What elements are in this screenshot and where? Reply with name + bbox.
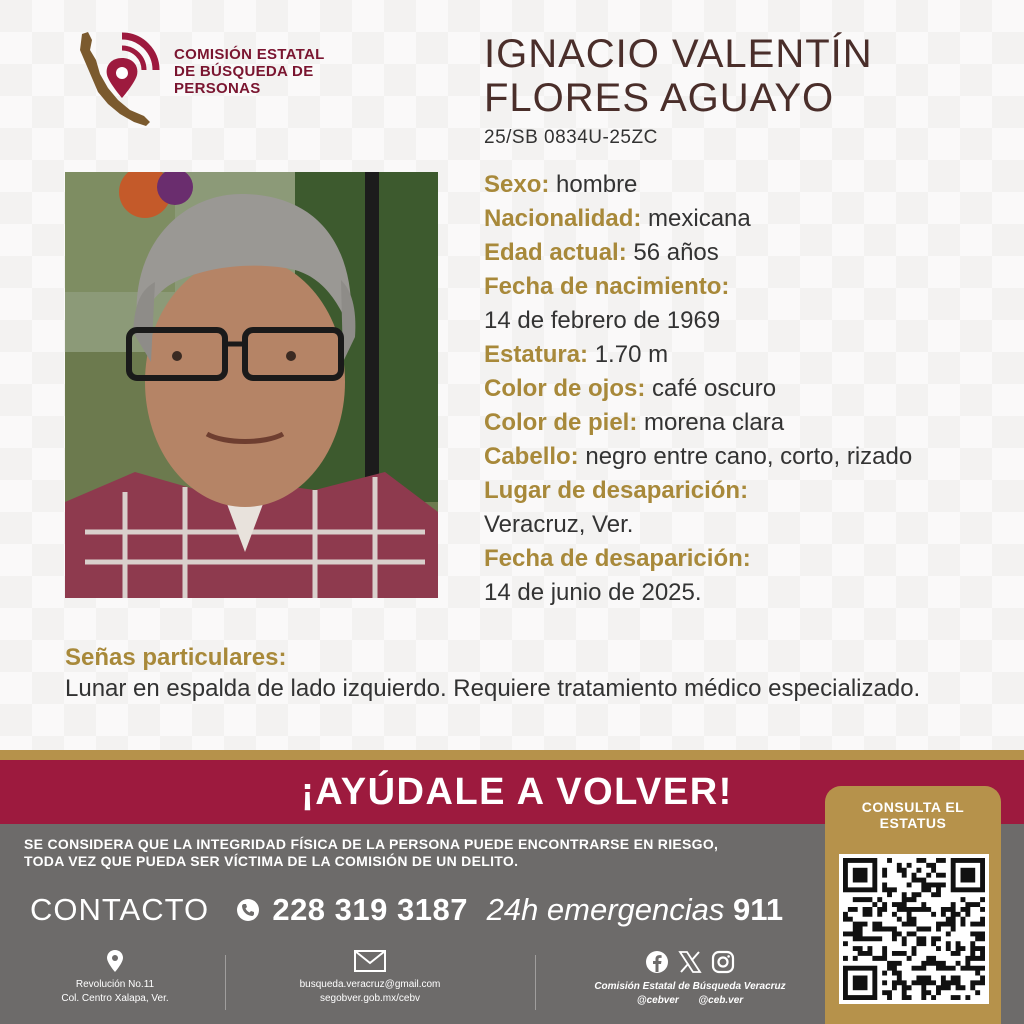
phone-number[interactable]: 228 319 3187 — [272, 892, 468, 927]
detail-value: negro entre cano, corto, rizado — [585, 443, 913, 470]
detail-piel — [484, 406, 1004, 440]
detail-value: Veracruz, Ver. — [484, 511, 634, 538]
detail-nacimiento-label — [484, 270, 1004, 304]
social-handles — [560, 994, 820, 1008]
emergency-label: 24h emergencias — [486, 892, 725, 927]
mail-icon — [354, 950, 386, 972]
detail-value: mexicana — [648, 205, 751, 232]
address-line-1: Revolución No.11 — [75, 979, 155, 990]
veracruz-map-pin-logo-icon — [74, 30, 169, 128]
detail-label: Edad actual: — [484, 239, 627, 266]
senas-label: Señas particulares: — [65, 644, 287, 671]
detail-label: Color de piel: — [484, 409, 638, 436]
social-column — [560, 950, 820, 1008]
senas-text: Lunar en espalda de lado izquierdo. Requiere tratamiento médico especializado. — [65, 675, 921, 702]
social-handle-instagram[interactable]: @ceb.ver — [698, 995, 744, 1006]
detail-label: Nacionalidad: — [484, 205, 642, 232]
website[interactable]: segobver.gob.mx/cebv — [319, 993, 421, 1004]
contact-label: CONTACTO — [30, 892, 210, 927]
detail-label: Lugar de desaparición: — [484, 477, 749, 504]
logo-line-2: DE BÚSQUEDA DE — [174, 63, 314, 80]
detail-value: café oscuro — [652, 375, 777, 402]
detail-value: 1.70 m — [594, 341, 669, 368]
email-column — [250, 950, 490, 1006]
social-handle-facebook[interactable]: @cebver — [636, 995, 679, 1006]
qr-title-line-2: ESTATUS — [879, 815, 947, 831]
footer-divider — [535, 955, 536, 1010]
detail-sexo — [484, 168, 1004, 202]
detail-label: Color de ojos: — [484, 375, 646, 402]
warning-line-1: SE CONSIDERA QUE LA INTEGRIDAD FÍSICA DE LA PERSONA PUEDE ENCONTRARSE EN RIESGO, — [24, 836, 719, 852]
logo-line-1: COMISIÓN ESTATAL — [174, 46, 325, 63]
detail-label: Estatura: — [484, 341, 589, 368]
detail-value: 14 de febrero de 1969 — [484, 307, 721, 334]
name-line-2: FLORES AGUAYO — [484, 76, 835, 120]
logo-line-3: PERSONAS — [174, 80, 261, 97]
commission-logo — [74, 30, 374, 130]
detail-ojos — [484, 372, 1004, 406]
detail-lugar-value — [484, 508, 1004, 542]
detail-value: morena clara — [644, 409, 785, 436]
detail-fecha-desaparicion-label — [484, 542, 1004, 576]
detail-label: Sexo: — [484, 171, 550, 198]
detail-label: Cabello: — [484, 443, 579, 470]
warning-line-2: TODA VEZ QUE PUEDA SER VÍCTIMA DE LA COMISIÓN DE UN DELITO. — [24, 853, 519, 869]
contact-line — [30, 890, 783, 932]
person-details — [484, 168, 1004, 610]
detail-label: Fecha de nacimiento: — [484, 273, 730, 300]
qr-title-line-1: CONSULTA EL — [861, 799, 965, 815]
location-pin-icon — [107, 950, 123, 972]
emergency-number[interactable]: 911 — [733, 892, 784, 927]
facebook-icon[interactable] — [645, 950, 669, 974]
case-folio: 25/SB 0834U-25ZC — [484, 127, 658, 148]
email-address[interactable]: busqueda.veracruz@gmail.com — [299, 979, 441, 990]
detail-estatura — [484, 338, 1004, 372]
distinguishing-marks — [65, 642, 965, 704]
address-column — [30, 950, 200, 1006]
detail-lugar-label — [484, 474, 1004, 508]
banner-text: ¡AYÚDALE A VOLVER! — [301, 771, 733, 813]
person-name — [484, 32, 873, 120]
detail-nacimiento-value — [484, 304, 1004, 338]
gold-divider — [0, 750, 1024, 760]
phone-icon — [236, 892, 260, 932]
footer-divider — [225, 955, 226, 1010]
address-line-2: Col. Centro Xalapa, Ver. — [61, 993, 169, 1004]
detail-value: 14 de junio de 2025. — [484, 579, 702, 606]
qr-code[interactable] — [839, 854, 989, 1004]
social-icons — [645, 950, 735, 974]
social-name: Comisión Estatal de Búsqueda Veracruz — [594, 981, 786, 992]
detail-nacionalidad — [484, 202, 1004, 236]
risk-warning — [24, 836, 718, 870]
status-qr-card — [825, 786, 1001, 1024]
qr-title — [825, 799, 1001, 831]
detail-edad — [484, 236, 1004, 270]
person-photo — [65, 172, 438, 598]
instagram-icon[interactable] — [711, 950, 735, 974]
name-line-1: IGNACIO VALENTÍN — [484, 32, 873, 76]
detail-cabello — [484, 440, 1004, 474]
detail-fecha-desaparicion-value — [484, 576, 1004, 610]
detail-value: 56 años — [633, 239, 719, 266]
commission-name — [174, 46, 325, 97]
detail-label: Fecha de desaparición: — [484, 545, 751, 572]
detail-value: hombre — [556, 171, 638, 198]
x-icon[interactable] — [678, 950, 702, 974]
